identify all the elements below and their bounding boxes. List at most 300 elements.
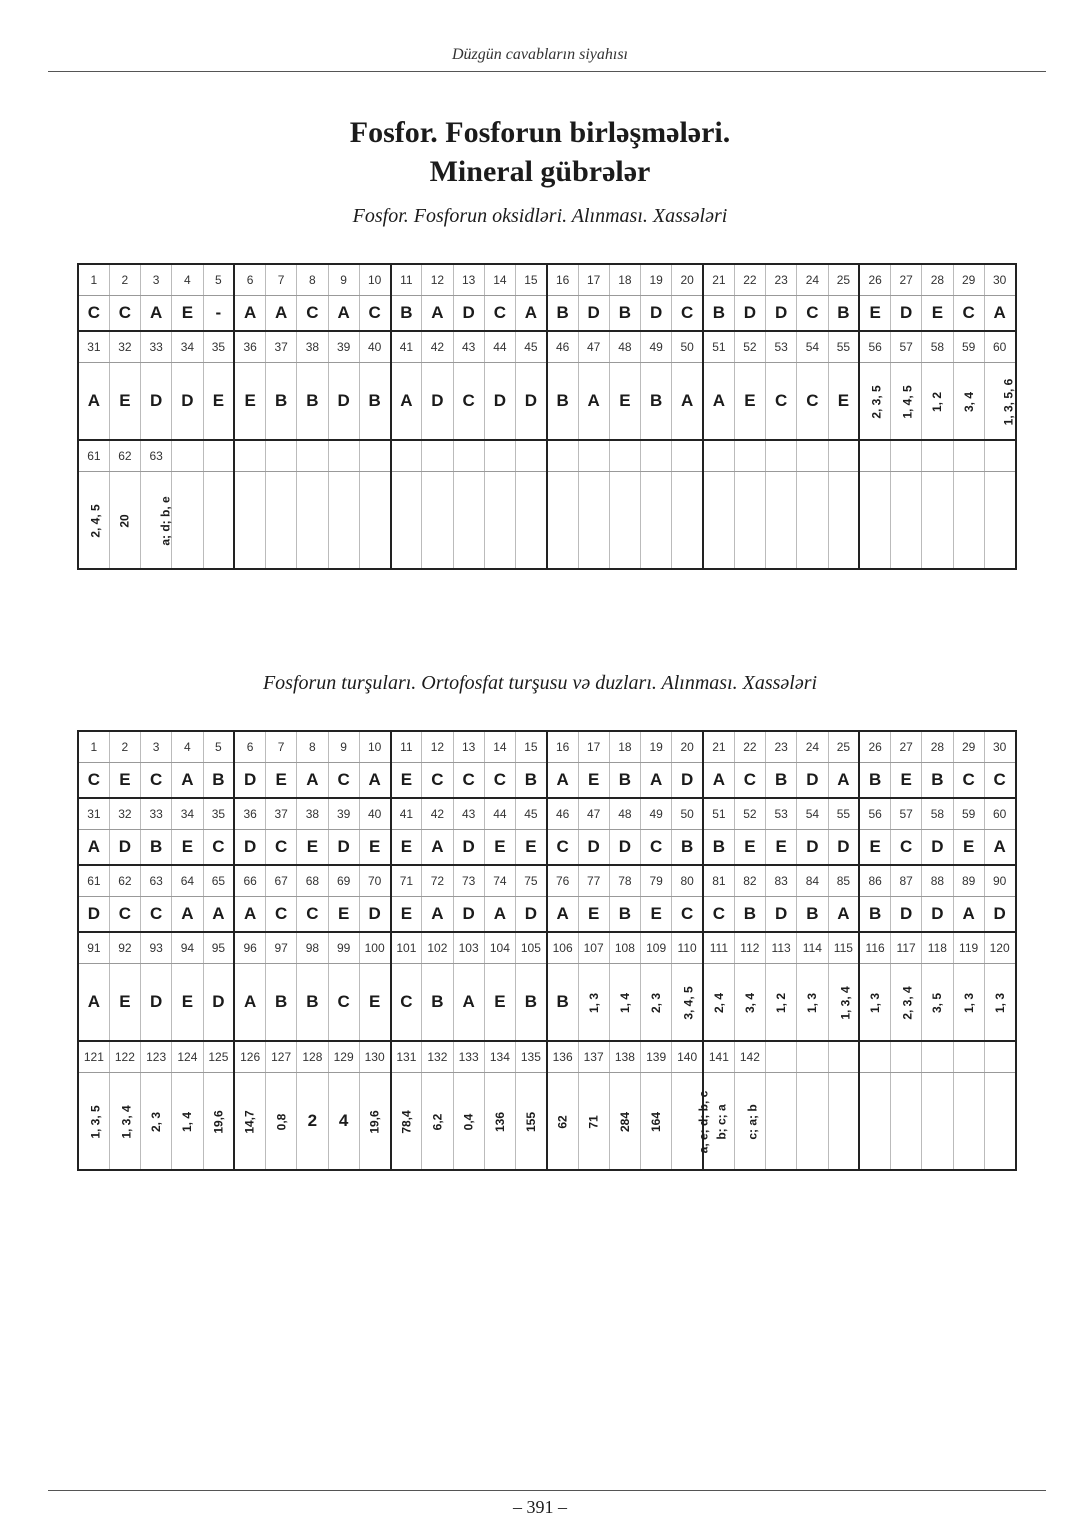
answer-cell: D bbox=[922, 897, 953, 933]
answer-cell: D bbox=[891, 897, 922, 933]
answer-cell bbox=[141, 472, 172, 570]
answer-cell: B bbox=[859, 763, 890, 799]
question-number-row bbox=[78, 865, 1016, 897]
answer-cell: A bbox=[266, 296, 297, 332]
answer-cell bbox=[797, 472, 828, 570]
answer-cell: E bbox=[578, 897, 609, 933]
answer-text-vertical: 1, 3, 4 bbox=[838, 986, 853, 1020]
question-number bbox=[922, 1041, 953, 1073]
section1-answer-grid bbox=[77, 263, 1015, 570]
question-number: 9 bbox=[328, 264, 359, 296]
question-number: 37 bbox=[266, 331, 297, 363]
answer-cell bbox=[203, 472, 234, 570]
answer-cell: E bbox=[391, 763, 422, 799]
question-number bbox=[984, 1041, 1015, 1073]
question-number: 18 bbox=[609, 731, 640, 763]
question-number bbox=[891, 1041, 922, 1073]
answer-cell bbox=[516, 1073, 547, 1171]
answer-cell: D bbox=[891, 296, 922, 332]
answer-cell: E bbox=[953, 830, 984, 866]
question-number: 6 bbox=[234, 264, 265, 296]
answer-cell bbox=[234, 1073, 265, 1171]
question-number: 137 bbox=[578, 1041, 609, 1073]
answer-cell bbox=[109, 1073, 140, 1171]
question-number: 115 bbox=[828, 932, 859, 964]
answer-cell: D bbox=[609, 830, 640, 866]
question-number bbox=[797, 1041, 828, 1073]
answer-cell: B bbox=[797, 897, 828, 933]
question-number bbox=[859, 440, 890, 472]
answer-cell: C bbox=[984, 763, 1015, 799]
question-number: 101 bbox=[391, 932, 422, 964]
answer-cell: D bbox=[516, 897, 547, 933]
question-number: 36 bbox=[234, 798, 265, 830]
answer-cell: E bbox=[609, 363, 640, 441]
question-number: 21 bbox=[703, 731, 734, 763]
question-number: 29 bbox=[953, 731, 984, 763]
question-number: 16 bbox=[547, 264, 578, 296]
question-number: 66 bbox=[234, 865, 265, 897]
question-number: 39 bbox=[328, 331, 359, 363]
answer-cell bbox=[484, 1073, 515, 1171]
answer-cell: B bbox=[297, 363, 328, 441]
question-number: 69 bbox=[328, 865, 359, 897]
question-number: 110 bbox=[672, 932, 703, 964]
answer-text-vertical: 2, 3, 4 bbox=[900, 986, 915, 1020]
answer-cell: C bbox=[266, 897, 297, 933]
answer-cell: A bbox=[984, 830, 1015, 866]
question-number: 113 bbox=[766, 932, 797, 964]
answer-cell bbox=[453, 1073, 484, 1171]
question-number bbox=[297, 440, 328, 472]
answer-cell bbox=[516, 472, 547, 570]
question-number: 47 bbox=[578, 331, 609, 363]
answer-text-vertical: 1, 3, 5, 6 bbox=[1001, 378, 1016, 426]
question-number: 4 bbox=[172, 731, 203, 763]
question-number: 43 bbox=[453, 331, 484, 363]
answer-text-vertical: 3, 4 bbox=[742, 992, 757, 1014]
answer-cell: B bbox=[547, 296, 578, 332]
question-number: 19 bbox=[641, 264, 672, 296]
answer-cell: A bbox=[234, 964, 265, 1042]
question-number: 59 bbox=[953, 331, 984, 363]
answer-cell bbox=[672, 964, 703, 1042]
question-number-row bbox=[78, 932, 1016, 964]
answer-cell: C bbox=[328, 964, 359, 1042]
answer-cell: C bbox=[297, 296, 328, 332]
answer-cell: E bbox=[172, 830, 203, 866]
answer-cell: C bbox=[453, 363, 484, 441]
question-number: 9 bbox=[328, 731, 359, 763]
answer-cell bbox=[141, 1073, 172, 1171]
question-number: 111 bbox=[703, 932, 734, 964]
answer-text-vertical: 3, 4 bbox=[961, 391, 976, 413]
question-number bbox=[953, 1041, 984, 1073]
answer-cell: E bbox=[109, 363, 140, 441]
question-number: 17 bbox=[578, 264, 609, 296]
answer-cell: C bbox=[672, 296, 703, 332]
answer-cell bbox=[766, 1073, 797, 1171]
question-number: 35 bbox=[203, 798, 234, 830]
question-number: 99 bbox=[328, 932, 359, 964]
answer-cell: E bbox=[859, 830, 890, 866]
answer-cell: C bbox=[484, 763, 515, 799]
answer-cell: D bbox=[766, 897, 797, 933]
answer-cell: E bbox=[641, 897, 672, 933]
question-number: 140 bbox=[672, 1041, 703, 1073]
answer-cell: A bbox=[422, 830, 453, 866]
question-number: 1 bbox=[78, 731, 109, 763]
answer-cell: C bbox=[109, 296, 140, 332]
question-number bbox=[953, 440, 984, 472]
answer-cell bbox=[828, 964, 859, 1042]
question-number: 53 bbox=[766, 331, 797, 363]
question-number: 141 bbox=[703, 1041, 734, 1073]
answer-cell: B bbox=[266, 964, 297, 1042]
question-number: 35 bbox=[203, 331, 234, 363]
page-number: – 391 – bbox=[513, 1497, 567, 1517]
answer-text-vertical: 155 bbox=[523, 1111, 538, 1133]
question-number: 93 bbox=[141, 932, 172, 964]
answer-text-vertical: 62 bbox=[555, 1115, 570, 1129]
answer-table bbox=[77, 263, 1017, 570]
answer-cell: A bbox=[203, 897, 234, 933]
answer-cell bbox=[297, 472, 328, 570]
question-number: 32 bbox=[109, 331, 140, 363]
answer-text-vertical: 1, 3, 5 bbox=[88, 1105, 103, 1139]
answer-cell bbox=[984, 1073, 1015, 1171]
question-number: 52 bbox=[734, 798, 765, 830]
answer-cell: D bbox=[516, 363, 547, 441]
question-number: 128 bbox=[297, 1041, 328, 1073]
question-number: 70 bbox=[359, 865, 390, 897]
question-number: 42 bbox=[422, 331, 453, 363]
answer-cell: D bbox=[797, 763, 828, 799]
section2-answer-grid bbox=[77, 730, 1015, 1171]
question-number: 4 bbox=[172, 264, 203, 296]
question-number-row bbox=[78, 731, 1016, 763]
question-number: 2 bbox=[109, 264, 140, 296]
answer-cell bbox=[891, 363, 922, 441]
page-title-line1: Fosfor. Fosforun birləşmələri. bbox=[349, 116, 731, 149]
question-number bbox=[797, 440, 828, 472]
answer-cell: D bbox=[453, 830, 484, 866]
answer-cell: E bbox=[484, 964, 515, 1042]
question-number: 109 bbox=[641, 932, 672, 964]
answer-cell bbox=[672, 1073, 711, 1171]
answer-text-vertical: b; c; a bbox=[714, 1104, 729, 1140]
question-number bbox=[391, 440, 422, 472]
answer-cell: A bbox=[547, 763, 578, 799]
question-number bbox=[328, 440, 359, 472]
answer-text-vertical: 71 bbox=[586, 1115, 601, 1129]
answer-cell bbox=[422, 1073, 453, 1171]
answer-cell bbox=[547, 472, 578, 570]
question-number bbox=[828, 1041, 859, 1073]
answer-cell bbox=[766, 964, 797, 1042]
question-number: 12 bbox=[422, 264, 453, 296]
answer-cell: B bbox=[859, 897, 890, 933]
answer-cell: A bbox=[234, 296, 265, 332]
question-number: 33 bbox=[141, 798, 172, 830]
answer-text-vertical: c; a; b bbox=[745, 1104, 760, 1140]
question-number: 123 bbox=[141, 1041, 172, 1073]
answer-cell: 2 bbox=[297, 1073, 328, 1171]
answer-cell: A bbox=[703, 363, 734, 441]
answer-cell bbox=[922, 964, 953, 1042]
answer-cell bbox=[453, 472, 484, 570]
question-number: 133 bbox=[453, 1041, 484, 1073]
answer-cell: D bbox=[672, 763, 703, 799]
answer-cell bbox=[734, 1073, 765, 1171]
question-number: 14 bbox=[484, 731, 515, 763]
question-number: 84 bbox=[797, 865, 828, 897]
answer-cell bbox=[766, 472, 797, 570]
answer-row bbox=[78, 1073, 1016, 1171]
question-number: 11 bbox=[391, 731, 422, 763]
answer-cell bbox=[828, 1073, 859, 1171]
question-number: 5 bbox=[203, 264, 234, 296]
question-number: 94 bbox=[172, 932, 203, 964]
answer-cell: A bbox=[172, 897, 203, 933]
answer-text-vertical: 3, 4, 5 bbox=[681, 986, 696, 1020]
answer-cell: E bbox=[359, 830, 390, 866]
question-number: 13 bbox=[453, 731, 484, 763]
question-number: 45 bbox=[516, 331, 547, 363]
answer-cell: B bbox=[547, 964, 578, 1042]
question-number: 114 bbox=[797, 932, 828, 964]
question-number: 41 bbox=[391, 331, 422, 363]
question-number: 19 bbox=[641, 731, 672, 763]
question-number: 96 bbox=[234, 932, 265, 964]
question-number: 26 bbox=[859, 264, 890, 296]
answer-text-vertical: 2, 3 bbox=[649, 992, 664, 1014]
question-number: 31 bbox=[78, 798, 109, 830]
answer-cell: A bbox=[672, 363, 703, 441]
question-number: 68 bbox=[297, 865, 328, 897]
question-number: 54 bbox=[797, 331, 828, 363]
question-number: 136 bbox=[547, 1041, 578, 1073]
question-number: 97 bbox=[266, 932, 297, 964]
answer-cell bbox=[797, 1073, 828, 1171]
answer-cell: C bbox=[703, 897, 734, 933]
answer-cell bbox=[703, 964, 734, 1042]
question-number: 88 bbox=[922, 865, 953, 897]
answer-cell: C bbox=[141, 897, 172, 933]
question-number: 8 bbox=[297, 264, 328, 296]
question-number bbox=[984, 440, 1015, 472]
answer-cell bbox=[953, 964, 984, 1042]
answer-cell bbox=[78, 472, 109, 570]
answer-cell: A bbox=[141, 296, 172, 332]
question-number: 85 bbox=[828, 865, 859, 897]
question-number: 18 bbox=[609, 264, 640, 296]
answer-text-vertical: 1, 3 bbox=[868, 992, 883, 1014]
answer-cell: C bbox=[328, 763, 359, 799]
question-number: 67 bbox=[266, 865, 297, 897]
answer-cell: D bbox=[141, 363, 172, 441]
answer-cell: C bbox=[453, 763, 484, 799]
question-number: 103 bbox=[453, 932, 484, 964]
question-number: 62 bbox=[109, 865, 140, 897]
answer-cell bbox=[891, 1073, 922, 1171]
question-number: 14 bbox=[484, 264, 515, 296]
question-number: 31 bbox=[78, 331, 109, 363]
question-number: 102 bbox=[422, 932, 453, 964]
question-number: 131 bbox=[391, 1041, 422, 1073]
answer-cell: D bbox=[422, 363, 453, 441]
question-number: 82 bbox=[734, 865, 765, 897]
answer-cell: A bbox=[547, 897, 578, 933]
answer-cell: C bbox=[359, 296, 390, 332]
question-number: 7 bbox=[266, 264, 297, 296]
question-number: 112 bbox=[734, 932, 765, 964]
question-number bbox=[641, 440, 672, 472]
answer-cell: A bbox=[78, 830, 109, 866]
question-number bbox=[266, 440, 297, 472]
answer-cell: D bbox=[141, 964, 172, 1042]
question-number: 26 bbox=[859, 731, 890, 763]
answer-cell: C bbox=[766, 363, 797, 441]
answer-cell bbox=[641, 1073, 672, 1171]
answer-cell: A bbox=[984, 296, 1015, 332]
answer-text-vertical: 19,6 bbox=[367, 1110, 382, 1134]
answer-cell bbox=[422, 472, 453, 570]
answer-cell: A bbox=[828, 763, 859, 799]
question-number: 89 bbox=[953, 865, 984, 897]
answer-cell: A bbox=[328, 296, 359, 332]
question-number: 72 bbox=[422, 865, 453, 897]
answer-cell bbox=[797, 964, 828, 1042]
question-number: 3 bbox=[141, 264, 172, 296]
question-number: 81 bbox=[703, 865, 734, 897]
answer-cell: B bbox=[703, 830, 734, 866]
answer-cell: A bbox=[78, 363, 109, 441]
answer-cell: A bbox=[422, 897, 453, 933]
answer-cell bbox=[953, 472, 984, 570]
answer-cell: E bbox=[203, 363, 234, 441]
question-number: 10 bbox=[359, 264, 390, 296]
question-number: 30 bbox=[984, 731, 1015, 763]
question-number bbox=[891, 440, 922, 472]
question-number: 20 bbox=[672, 264, 703, 296]
answer-cell: D bbox=[734, 296, 765, 332]
question-number: 74 bbox=[484, 865, 515, 897]
answer-cell: B bbox=[609, 296, 640, 332]
question-number: 104 bbox=[484, 932, 515, 964]
question-number bbox=[672, 440, 703, 472]
answer-cell: B bbox=[641, 363, 672, 441]
answer-cell bbox=[391, 472, 422, 570]
answer-cell: C bbox=[109, 897, 140, 933]
answer-cell bbox=[578, 472, 609, 570]
answer-cell bbox=[484, 472, 515, 570]
question-number: 13 bbox=[453, 264, 484, 296]
answer-cell: D bbox=[453, 897, 484, 933]
answer-cell: B bbox=[359, 363, 390, 441]
answer-cell: C bbox=[953, 763, 984, 799]
question-number: 139 bbox=[641, 1041, 672, 1073]
answer-cell: E bbox=[578, 763, 609, 799]
question-number: 87 bbox=[891, 865, 922, 897]
answer-cell bbox=[859, 1073, 890, 1171]
answer-cell: D bbox=[797, 830, 828, 866]
answer-cell: C bbox=[484, 296, 515, 332]
footer-rule bbox=[48, 1490, 1046, 1491]
answer-cell: B bbox=[391, 296, 422, 332]
question-number: 43 bbox=[453, 798, 484, 830]
question-number: 78 bbox=[609, 865, 640, 897]
question-number: 83 bbox=[766, 865, 797, 897]
answer-cell bbox=[953, 363, 984, 441]
answer-cell: E bbox=[109, 964, 140, 1042]
question-number bbox=[234, 440, 265, 472]
answer-cell: D bbox=[234, 763, 265, 799]
answer-cell: - bbox=[203, 296, 234, 332]
answer-cell: D bbox=[578, 296, 609, 332]
answer-cell: E bbox=[766, 830, 797, 866]
question-number: 86 bbox=[859, 865, 890, 897]
answer-cell bbox=[266, 472, 297, 570]
question-number: 45 bbox=[516, 798, 547, 830]
answer-text-vertical: 1, 3 bbox=[992, 992, 1007, 1014]
answer-cell: B bbox=[203, 763, 234, 799]
question-number: 126 bbox=[234, 1041, 265, 1073]
question-number: 46 bbox=[547, 331, 578, 363]
question-number: 15 bbox=[516, 731, 547, 763]
answer-cell: B bbox=[703, 296, 734, 332]
answer-cell: A bbox=[703, 763, 734, 799]
question-number: 28 bbox=[922, 731, 953, 763]
answer-cell: E bbox=[391, 830, 422, 866]
answer-cell: D bbox=[984, 897, 1015, 933]
question-number: 73 bbox=[453, 865, 484, 897]
answer-cell: D bbox=[328, 363, 359, 441]
question-number bbox=[703, 440, 734, 472]
answer-cell: E bbox=[828, 363, 859, 441]
answer-cell: D bbox=[453, 296, 484, 332]
answer-cell bbox=[828, 472, 859, 570]
question-number: 10 bbox=[359, 731, 390, 763]
answer-cell: C bbox=[141, 763, 172, 799]
question-number: 77 bbox=[578, 865, 609, 897]
answer-cell: D bbox=[484, 363, 515, 441]
question-number: 127 bbox=[266, 1041, 297, 1073]
answer-cell: C bbox=[953, 296, 984, 332]
question-number: 24 bbox=[797, 731, 828, 763]
answer-cell: B bbox=[609, 897, 640, 933]
question-number bbox=[766, 1041, 797, 1073]
question-number bbox=[359, 440, 390, 472]
question-number: 55 bbox=[828, 331, 859, 363]
answer-text-vertical: 1, 3, 4 bbox=[119, 1105, 134, 1139]
answer-cell: A bbox=[172, 763, 203, 799]
answer-cell: D bbox=[172, 363, 203, 441]
answer-cell: E bbox=[359, 964, 390, 1042]
answer-cell bbox=[703, 472, 734, 570]
answer-text-vertical: 19,6 bbox=[211, 1110, 226, 1134]
answer-cell bbox=[359, 472, 390, 570]
answer-cell: A bbox=[234, 897, 265, 933]
answer-text-vertical: 1, 2 bbox=[774, 992, 789, 1014]
question-number: 40 bbox=[359, 798, 390, 830]
question-number bbox=[828, 440, 859, 472]
question-number: 41 bbox=[391, 798, 422, 830]
question-number bbox=[859, 1041, 890, 1073]
question-number: 61 bbox=[78, 440, 109, 472]
answer-cell: E bbox=[172, 964, 203, 1042]
question-number: 2 bbox=[109, 731, 140, 763]
